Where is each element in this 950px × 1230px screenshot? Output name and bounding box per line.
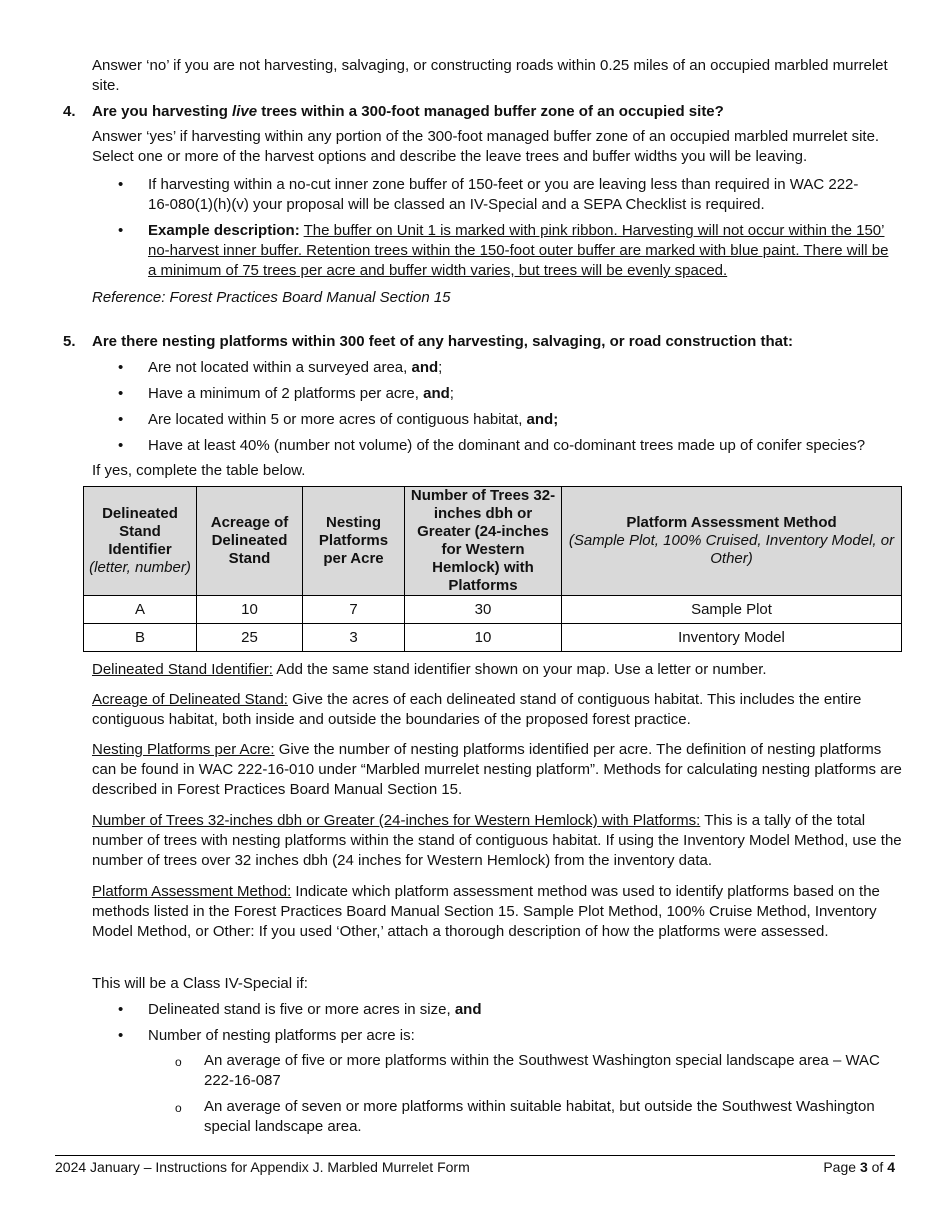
q5-bullet-3 [148, 410, 898, 430]
definition-term: Delineated Stand Identifier: [92, 661, 273, 678]
class-iv-bullet-1-bold: and [454, 1001, 482, 1018]
q4-title-pre: Are you harvesting [92, 103, 233, 120]
definition-term: Acreage of Delineated Stand: [92, 691, 288, 708]
q4-title-emphasis: live [232, 103, 258, 120]
q4-title-post: trees within a 300-foot managed buffer zone of an occupied site? [257, 103, 724, 120]
definition-term: Number of Trees 32-inches dbh or Greater (24-inches for Western Hemlock) with Platforms: [92, 812, 701, 829]
bullet-marker: • [118, 222, 124, 239]
table-row [84, 596, 902, 624]
page-number [823, 1157, 895, 1177]
header-1-text: Delineated Stand Identifier [102, 505, 178, 558]
q5-bullet-2-bold: and [423, 385, 450, 402]
q5-bullet-1-bold: and [411, 359, 439, 376]
q5-bullet-4: Have at least 40% (number not volume) of the dominant and co-dominant trees made up of conifer species? [148, 437, 866, 454]
class-iv-bullet-1 [148, 1000, 898, 1020]
table-header-row [84, 487, 902, 596]
if-yes-text: If yes, complete the table below. [92, 462, 306, 479]
bullet-marker: • [118, 1027, 124, 1044]
q5-bullet-3-text: Are located within 5 or more acres of contiguous habitat, [148, 411, 527, 428]
cell-method: Inventory Model [562, 624, 902, 652]
q5-bullet-1-tail: ; [438, 359, 443, 376]
header-nesting-platforms: Nesting Platforms per Acre [303, 487, 405, 596]
cell-stand-id: A [84, 596, 197, 624]
definition-number-of-trees [92, 811, 902, 871]
q4-bullet-2 [148, 221, 898, 281]
footer-divider [55, 1155, 895, 1156]
bullet-marker: • [118, 176, 124, 193]
sub-bullet-marker: o [175, 1101, 182, 1115]
intro-paragraph: Answer ‘no’ if you are not harvesting, salvaging, or constructing roads within 0.25 miles of an occupied marbled murrelet site. [92, 57, 888, 94]
bullet-marker: • [118, 1001, 124, 1018]
class-iv-bullet-2: Number of nesting platforms per acre is: [148, 1027, 415, 1044]
page-label: Page [823, 1159, 860, 1175]
definition-text: Indicate which platform assessment method was used to identify platforms based on the methods listed in the Forest Practices Board Manual Section 15. Sample Plot Method, 100% Cruise Method, Inventory Model Method, or Other: If you used ‘Other,’ attach a thorough description of how the platforms were assessed. [92, 883, 880, 940]
header-acreage: Acreage of Delineated Stand [197, 487, 303, 596]
q4-reference: Reference: Forest Practices Board Manual Section 15 [92, 289, 451, 306]
cell-trees: 30 [405, 596, 562, 624]
class-iv-intro: This will be a Class IV-Special if: [92, 975, 308, 992]
example-label: Example description: [148, 222, 300, 239]
cell-trees: 10 [405, 624, 562, 652]
header-5-note: (Sample Plot, 100% Cruised, Inventory Model, or Other) [568, 532, 895, 567]
q5-bullet-1 [148, 358, 898, 378]
q5-bullet-2-text: Have a minimum of 2 platforms per acre, [148, 385, 424, 402]
cell-acreage: 25 [197, 624, 303, 652]
sub-bullet-marker: o [175, 1055, 182, 1069]
definition-term: Platform Assessment Method: [92, 883, 292, 900]
definition-nesting-platforms [92, 740, 902, 800]
cell-method: Sample Plot [562, 596, 902, 624]
bullet-marker: • [118, 385, 124, 402]
cell-stand-id: B [84, 624, 197, 652]
cell-platforms: 3 [303, 624, 405, 652]
definition-text: Give the acres of each delineated stand of contiguous habitat. This includes the entire contiguous habitat, both inside and outside the boundaries of the proposed forest practice. [92, 691, 862, 728]
question-5-title: Are there nesting platforms within 300 feet of any harvesting, salvaging, or road construction that: [92, 333, 793, 350]
definition-text: This is a tally of the total number of trees with nesting platforms within the stand of contiguous habitat. If using the Inventory Model Method, use the number of trees over 32 inches dbh (24 inches for Western Hemlock) from the inventory data. [92, 812, 902, 869]
class-iv-sub-1: An average of five or more platforms within the Southwest Washington special landscape area – WAC 222-16-087 [204, 1052, 880, 1089]
bullet-marker: • [118, 411, 124, 428]
q5-bullet-2-tail: ; [449, 385, 454, 402]
cell-acreage: 10 [197, 596, 303, 624]
definition-assessment-method [92, 882, 902, 942]
q5-bullet-3-bold: and; [526, 411, 559, 428]
page-of: of [867, 1159, 888, 1175]
definition-text: Give the number of nesting platforms identified per acre. The definition of nesting platforms can be found in WAC 222-16-010 under “Marbled murrelet nesting platform”. Methods for calculating nesting platforms are described in Forest Practices Board Manual Section 15. [92, 741, 902, 798]
definition-stand-identifier [92, 660, 902, 680]
cell-platforms: 7 [303, 596, 405, 624]
header-stand-identifier [84, 487, 197, 596]
q5-bullet-1-text: Are not located within a surveyed area, [148, 359, 412, 376]
bullet-marker: • [118, 437, 124, 454]
header-number-of-trees: Number of Trees 32-inches dbh or Greater (24-inches for Western Hemlock) with Platforms [405, 487, 562, 596]
class-iv-bullet-1-text: Delineated stand is five or more acres in size, [148, 1001, 455, 1018]
header-5-text: Platform Assessment Method [626, 514, 837, 531]
header-assessment-method [562, 487, 902, 596]
table-row [84, 624, 902, 652]
q4-bullet-1: If harvesting within a no-cut inner zone buffer of 150-feet or you are leaving less than required in WAC 222-16-080(1)(h)(v) your proposal will be classed an IV-Special and a SEPA Checklist is required. [148, 176, 859, 213]
q5-bullet-2 [148, 384, 898, 404]
stand-table [83, 486, 902, 652]
question-4-number: 4. [63, 103, 76, 120]
header-1-note: (letter, number) [89, 559, 191, 576]
definition-term: Nesting Platforms per Acre: [92, 741, 275, 758]
question-4-title [92, 102, 902, 122]
page-current: 3 [859, 1159, 868, 1175]
page-total: 4 [887, 1159, 895, 1175]
question-5-number: 5. [63, 333, 76, 350]
definition-text: Add the same stand identifier shown on your map. Use a letter or number. [272, 661, 767, 678]
question-4-body: Answer ‘yes’ if harvesting within any portion of the 300-foot managed buffer zone of an occupied marbled murrelet site. Select one or more of the harvest options and describe the leave trees and buffer widths you will be leaving. [92, 128, 880, 165]
definition-acreage [92, 690, 902, 730]
footer-title: 2024 January – Instructions for Appendix J. Marbled Murrelet Form [55, 1159, 470, 1175]
class-iv-sub-2: An average of seven or more platforms within suitable habitat, but outside the Southwest Washington special landscape area. [204, 1098, 875, 1135]
bullet-marker: • [118, 359, 124, 376]
example-text: The buffer on Unit 1 is marked with pink ribbon. Harvesting will not occur within the 150’ no-harvest inner buffer. Retention trees within the 150-foot outer buffer are marked with blue paint. There will be a minimum of 75 trees per acre and buffer width varies, but trees will be evenly spaced. [148, 222, 889, 279]
